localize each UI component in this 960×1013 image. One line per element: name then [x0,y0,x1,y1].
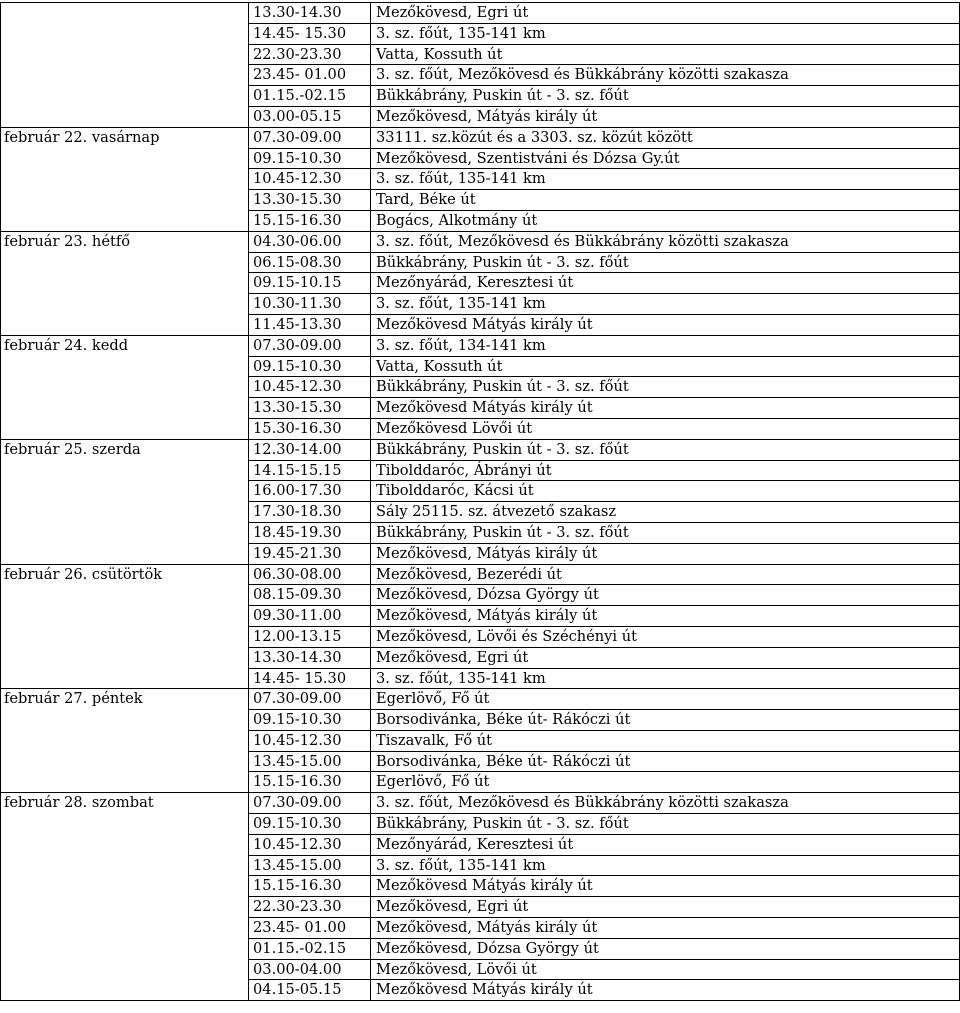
location-cell: Sály 25115. sz. átvezető szakasz [371,502,960,523]
time-cell: 11.45-13.30 [249,314,371,335]
schedule-row [1,169,960,190]
day-cell [1,3,249,24]
location-cell: Mezőkövesd, Szentistváni és Dózsa Gy.út [371,148,960,169]
location-cell: Bükkábrány, Puskin út - 3. sz. főút [371,86,960,107]
location-cell: Mezőkövesd, Mátyás király út [371,543,960,564]
schedule-row [1,210,960,231]
time-cell: 13.30-14.30 [249,3,371,24]
location-cell: 33111. sz.közút és a 3303. sz. közút között [371,127,960,148]
time-cell: 06.15-08.30 [249,252,371,273]
time-cell: 09.15-10.30 [249,356,371,377]
time-cell: 04.30-06.00 [249,231,371,252]
time-cell: 08.15-09.30 [249,585,371,606]
location-cell: 3. sz. főút, 135-141 km [371,294,960,315]
day-cell [1,314,249,335]
day-cell [1,252,249,273]
day-cell [1,356,249,377]
location-cell: 3. sz. főút, Mezőkövesd és Bükkábrány közötti szakasza [371,65,960,86]
day-cell [1,106,249,127]
schedule-row [1,897,960,918]
schedule-row [1,730,960,751]
schedule-row [1,460,960,481]
time-cell: 01.15.-02.15 [249,938,371,959]
time-cell: 14.45- 15.30 [249,23,371,44]
day-cell [1,294,249,315]
day-cell [1,585,249,606]
time-cell: 14.45- 15.30 [249,668,371,689]
time-cell: 16.00-17.30 [249,481,371,502]
location-cell: Mezőkövesd, Egri út [371,3,960,24]
time-cell: 12.30-14.00 [249,439,371,460]
location-cell: Mezőkövesd, Egri út [371,647,960,668]
schedule-row [1,564,960,585]
schedule-row [1,938,960,959]
time-cell: 18.45-19.30 [249,522,371,543]
time-cell: 22.30-23.30 [249,897,371,918]
schedule-table [0,2,960,1001]
time-cell: 10.45-12.30 [249,730,371,751]
location-cell: Mezőkövesd, Bezerédi út [371,564,960,585]
time-cell: 19.45-21.30 [249,543,371,564]
location-cell: 3. sz. főút, 134-141 km [371,335,960,356]
day-cell: február 25. szerda [1,439,249,460]
schedule-row [1,689,960,710]
schedule-row [1,439,960,460]
time-cell: 07.30-09.00 [249,689,371,710]
day-cell [1,190,249,211]
location-cell: Tard, Béke út [371,190,960,211]
schedule-row [1,377,960,398]
location-cell: Mezőkövesd Lövői út [371,418,960,439]
day-cell [1,543,249,564]
location-cell: Mezőkövesd Mátyás király út [371,980,960,1001]
location-cell: Bükkábrány, Puskin út - 3. sz. főút [371,252,960,273]
location-cell: Mezőkövesd Mátyás király út [371,398,960,419]
schedule-row [1,252,960,273]
location-cell: Egerlövő, Fő út [371,689,960,710]
day-cell [1,148,249,169]
schedule-row [1,606,960,627]
schedule-row [1,522,960,543]
time-cell: 06.30-08.00 [249,564,371,585]
schedule-row [1,398,960,419]
location-cell: Mezőkövesd Mátyás király út [371,876,960,897]
day-cell [1,710,249,731]
day-cell: február 26. csütörtök [1,564,249,585]
time-cell: 13.45-15.00 [249,751,371,772]
day-cell [1,273,249,294]
schedule-row [1,65,960,86]
day-cell [1,481,249,502]
time-cell: 10.45-12.30 [249,834,371,855]
location-cell: Bükkábrány, Puskin út - 3. sz. főút [371,377,960,398]
location-cell: 3. sz. főút, 135-141 km [371,668,960,689]
day-cell [1,834,249,855]
time-cell: 14.15-15.15 [249,460,371,481]
schedule-row [1,148,960,169]
schedule-row [1,855,960,876]
schedule-row [1,814,960,835]
day-cell [1,169,249,190]
time-cell: 09.15-10.30 [249,148,371,169]
schedule-row [1,876,960,897]
schedule-row [1,3,960,24]
location-cell: Mezőkövesd, Dózsa György út [371,585,960,606]
location-cell: Mezőnyárád, Keresztesi út [371,273,960,294]
time-cell: 23.45- 01.00 [249,918,371,939]
schedule-row [1,273,960,294]
schedule-row [1,314,960,335]
time-cell: 15.15-16.30 [249,772,371,793]
location-cell: Vatta, Kossuth út [371,356,960,377]
schedule-row [1,502,960,523]
day-cell [1,959,249,980]
day-cell [1,730,249,751]
day-cell [1,626,249,647]
day-cell [1,980,249,1001]
schedule-row [1,86,960,107]
location-cell: Vatta, Kossuth út [371,44,960,65]
schedule-row [1,668,960,689]
time-cell: 13.30-15.30 [249,190,371,211]
location-cell: 3. sz. főút, 135-141 km [371,855,960,876]
time-cell: 15.30-16.30 [249,418,371,439]
location-cell: Egerlövő, Fő út [371,772,960,793]
day-cell: február 27. péntek [1,689,249,710]
time-cell: 13.45-15.00 [249,855,371,876]
time-cell: 10.30-11.30 [249,294,371,315]
schedule-row [1,834,960,855]
day-cell [1,938,249,959]
location-cell: Bogács, Alkotmány út [371,210,960,231]
schedule-row [1,294,960,315]
schedule-row [1,356,960,377]
location-cell: Borsodivánka, Béke út- Rákóczi út [371,751,960,772]
time-cell: 01.15.-02.15 [249,86,371,107]
schedule-row [1,106,960,127]
schedule-body [1,3,960,1001]
schedule-row [1,647,960,668]
day-cell [1,460,249,481]
day-cell [1,897,249,918]
schedule-row [1,959,960,980]
location-cell: Bükkábrány, Puskin út - 3. sz. főút [371,439,960,460]
schedule-row [1,980,960,1001]
location-cell: Mezőkövesd, Dózsa György út [371,938,960,959]
time-cell: 22.30-23.30 [249,44,371,65]
day-cell: február 28. szombat [1,793,249,814]
day-cell: február 23. hétfő [1,231,249,252]
day-cell [1,668,249,689]
schedule-row [1,543,960,564]
location-cell: 3. sz. főút, Mezőkövesd és Bükkábrány közötti szakasza [371,793,960,814]
schedule-row [1,751,960,772]
day-cell [1,772,249,793]
time-cell: 15.15-16.30 [249,210,371,231]
day-cell [1,44,249,65]
location-cell: Mezőkövesd, Mátyás király út [371,606,960,627]
location-cell: Mezőnyárád, Keresztesi út [371,834,960,855]
location-cell: Mezőkövesd, Mátyás király út [371,106,960,127]
day-cell [1,210,249,231]
day-cell [1,23,249,44]
time-cell: 09.30-11.00 [249,606,371,627]
time-cell: 13.30-14.30 [249,647,371,668]
schedule-row [1,335,960,356]
time-cell: 17.30-18.30 [249,502,371,523]
schedule-row [1,710,960,731]
time-cell: 13.30-15.30 [249,398,371,419]
schedule-row [1,793,960,814]
schedule-row [1,190,960,211]
location-cell: Mezőkövesd, Lövői és Széchényi út [371,626,960,647]
schedule-row [1,23,960,44]
schedule-row [1,418,960,439]
location-cell: Mezőkövesd, Lövői út [371,959,960,980]
day-cell [1,876,249,897]
day-cell [1,814,249,835]
time-cell: 07.30-09.00 [249,335,371,356]
time-cell: 04.15-05.15 [249,980,371,1001]
time-cell: 10.45-12.30 [249,377,371,398]
day-cell [1,418,249,439]
location-cell: Bükkábrány, Puskin út - 3. sz. főút [371,814,960,835]
day-cell [1,377,249,398]
time-cell: 03.00-04.00 [249,959,371,980]
schedule-row [1,918,960,939]
location-cell: 3. sz. főút, Mezőkövesd és Bükkábrány közötti szakasza [371,231,960,252]
location-cell: Tibolddaróc, Kácsi út [371,481,960,502]
schedule-row [1,585,960,606]
location-cell: Tiszavalk, Fő út [371,730,960,751]
time-cell: 07.30-09.00 [249,793,371,814]
schedule-row [1,231,960,252]
day-cell [1,855,249,876]
location-cell: Bükkábrány, Puskin út - 3. sz. főút [371,522,960,543]
day-cell [1,502,249,523]
day-cell [1,398,249,419]
time-cell: 09.15-10.30 [249,814,371,835]
time-cell: 09.15-10.15 [249,273,371,294]
time-cell: 23.45- 01.00 [249,65,371,86]
day-cell [1,65,249,86]
day-cell [1,751,249,772]
day-cell [1,86,249,107]
location-cell: Mezőkövesd, Mátyás király út [371,918,960,939]
time-cell: 09.15-10.30 [249,710,371,731]
day-cell [1,918,249,939]
day-cell [1,606,249,627]
day-cell: február 22. vasárnap [1,127,249,148]
schedule-row [1,481,960,502]
day-cell [1,647,249,668]
day-cell [1,522,249,543]
location-cell: 3. sz. főút, 135-141 km [371,169,960,190]
schedule-row [1,127,960,148]
location-cell: Mezőkövesd Mátyás király út [371,314,960,335]
time-cell: 03.00-05.15 [249,106,371,127]
time-cell: 12.00-13.15 [249,626,371,647]
schedule-row [1,626,960,647]
schedule-row [1,44,960,65]
time-cell: 10.45-12.30 [249,169,371,190]
schedule-row [1,772,960,793]
location-cell: 3. sz. főút, 135-141 km [371,23,960,44]
time-cell: 07.30-09.00 [249,127,371,148]
location-cell: Tibolddaróc, Ábrányi út [371,460,960,481]
day-cell: február 24. kedd [1,335,249,356]
time-cell: 15.15-16.30 [249,876,371,897]
location-cell: Mezőkövesd, Egri út [371,897,960,918]
location-cell: Borsodivánka, Béke út- Rákóczi út [371,710,960,731]
